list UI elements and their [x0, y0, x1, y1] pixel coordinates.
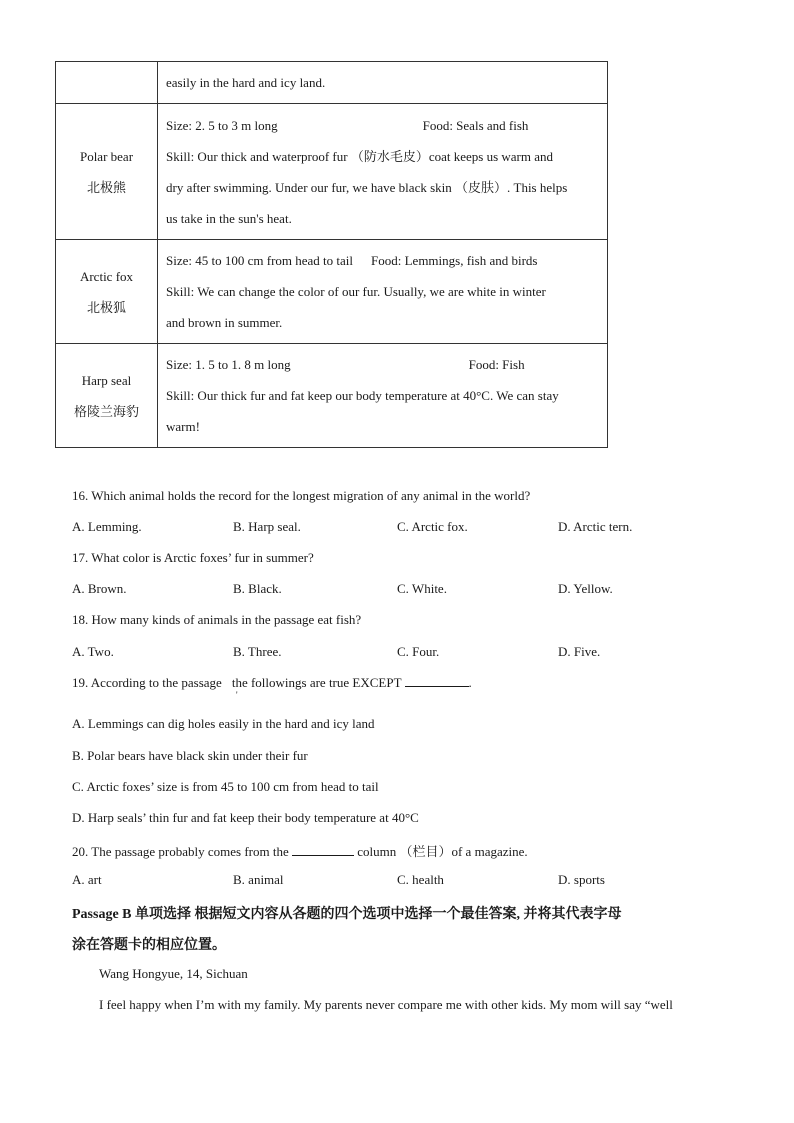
info-line: dry after swimming. Under our fur, we have black skin （皮肤）. This helps [166, 179, 568, 195]
food-text: Food: Lemmings, fish and birds [371, 253, 538, 268]
question-19 [72, 674, 472, 691]
animal-name-en: Harp seal [81, 372, 132, 388]
option-c: C. Arctic fox. [397, 519, 468, 534]
period: . [468, 675, 472, 690]
table-row [56, 104, 608, 240]
size-food-line [166, 110, 601, 141]
passage-body: I feel happy when I’m with my family. My parents never compare me with other kids. My mom will say “well [99, 997, 673, 1012]
option-a: A. Lemmings can dig holes easily in the hard and icy land [72, 716, 375, 731]
option-c: C. health [397, 872, 444, 887]
size-text: Size: 2. 5 to 3 m long [166, 117, 278, 133]
info-line: easily in the hard and icy land. [166, 75, 326, 90]
info-line: Skill: We can change the color of our fur. Usually, we are white in winter [166, 284, 546, 299]
animal-info-cell [158, 62, 608, 104]
option-b: B. animal [233, 872, 284, 887]
passage-b-heading: Passage B 单项选择 根据短文内容从各题的四个选项中选择一个最佳答案, 并将其代表字母 [72, 907, 622, 922]
animal-name-zh: 北极狐 [86, 299, 126, 315]
animal-name-en: Polar bear [79, 148, 134, 164]
animal-name-cell [56, 104, 158, 240]
answer-blank [405, 674, 469, 687]
option-b: B. Black. [233, 581, 282, 596]
animal-name-zh: 格陵兰海豹 [73, 403, 139, 419]
option-b: B. Three. [233, 644, 282, 659]
option-d: D. Yellow. [558, 581, 613, 596]
size-text: Size: 1. 5 to 1. 8 m long [166, 357, 291, 372]
info-line: Skill: Our thick fur and fat keep our body temperature at 40°C. We can stay [166, 388, 559, 403]
option-d: D. Arctic tern. [558, 519, 633, 534]
option-b: B. Harp seal. [233, 519, 301, 534]
animal-info-cell [158, 240, 608, 344]
info-line: Skill: Our thick and waterproof fur （防水毛皮）coat keeps us warm and [166, 148, 554, 164]
passage-b-heading-cont: 涂在答题卡的相应位置。 [72, 938, 226, 953]
question-text: column （栏目）of a magazine. [357, 844, 528, 859]
size-food-line [166, 245, 601, 276]
animal-name-cell [56, 62, 158, 104]
option-c: C. Arctic foxes’ size is from 45 to 100 cm from head to tail [72, 779, 379, 794]
animal-info-cell [158, 104, 608, 240]
info-line: us take in the sun's heat. [166, 210, 292, 226]
table-row [56, 344, 608, 448]
passage-author: Wang Hongyue, 14, Sichuan [99, 966, 248, 981]
option-a: A. art [72, 872, 102, 887]
question-17: 17. What color is Arctic foxes’ fur in summer? [72, 550, 314, 565]
option-d: D. Harp seals’ thin fur and fat keep their body temperature at 40°C [72, 810, 419, 825]
option-a: A. Lemming. [72, 519, 142, 534]
animal-name-zh: 北极熊 [86, 179, 126, 195]
info-line: and brown in summer. [166, 315, 283, 330]
question-text: the followings are true EXCEPT [231, 675, 402, 690]
question-18: 18. How many kinds of animals in the passage eat fish? [72, 612, 362, 627]
size-text: Size: 45 to 100 cm from head to tail [166, 253, 354, 268]
food-text: Food: Fish [468, 357, 525, 372]
question-20 [72, 841, 528, 860]
option-c: C. Four. [397, 644, 440, 659]
question-text: 20. The passage probably comes from the [72, 844, 289, 859]
food-text: Food: Seals and fish [422, 117, 529, 133]
option-a: A. Brown. [72, 581, 127, 596]
size-food-line [166, 349, 601, 380]
table-row [56, 62, 608, 104]
option-b: B. Polar bears have black skin under their fur [72, 748, 308, 763]
animal-name-cell [56, 344, 158, 448]
info-line: warm! [166, 419, 200, 434]
answer-blank [292, 843, 354, 856]
table-row [56, 240, 608, 344]
option-d: D. sports [558, 872, 605, 887]
option-c: C. White. [397, 581, 447, 596]
question-16: 16. Which animal holds the record for the longest migration of any animal in the world? [72, 488, 531, 503]
option-a: A. Two. [72, 644, 114, 659]
animal-info-table [55, 61, 608, 448]
question-text: 19. According to the passage [72, 675, 222, 690]
animal-info-cell [158, 344, 608, 448]
animal-name-cell [56, 240, 158, 344]
animal-name-en: Arctic fox [79, 268, 134, 284]
stray-mark: ' [236, 690, 238, 700]
option-d: D. Five. [558, 644, 601, 659]
